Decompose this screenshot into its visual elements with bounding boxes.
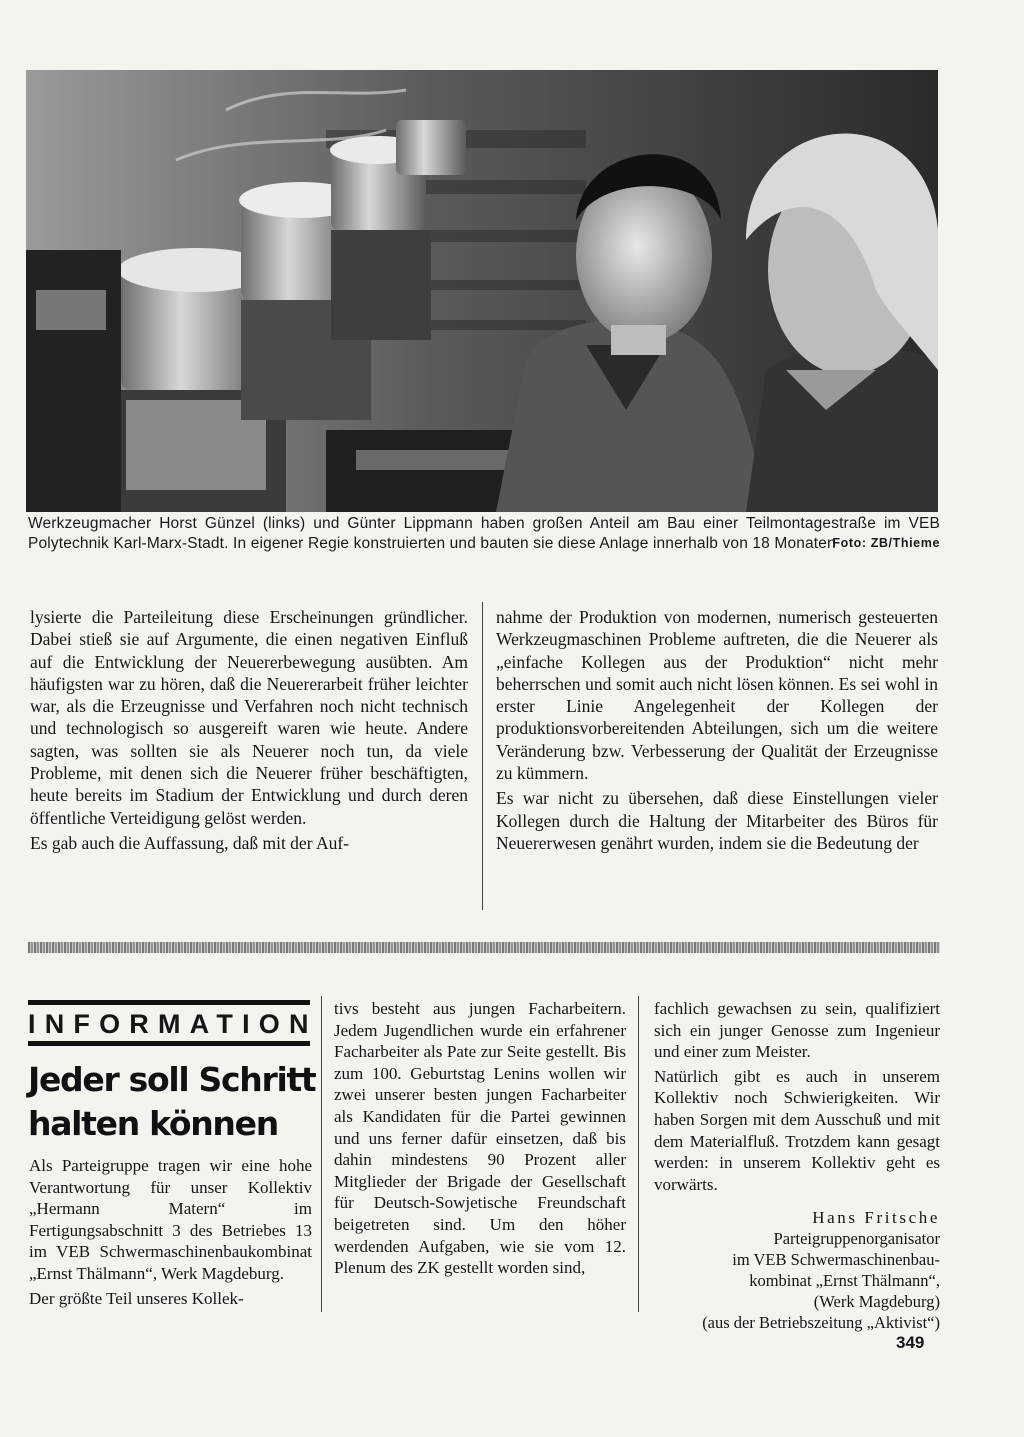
author-signature: [654, 1207, 940, 1333]
caption-text: Werkzeugmacher Horst Günzel (links) und Günter Lippmann haben großen Anteil am Bau einer Teilmontagestraße im VEB Polytechnik Karl-Marx-Stadt. In eigener Regie konstruierten und bauten sie diese Anlage innerhalb von 18 Monaten: [28, 515, 940, 552]
information-heading-block: [28, 1000, 318, 1046]
source-note: (aus der Betriebszeitung „Aktivist“): [702, 1313, 940, 1332]
photo-credit: Foto: ZB/Thieme: [832, 536, 940, 550]
author-role: Parteigruppenorganisator: [773, 1229, 940, 1248]
page-number: 349: [896, 1333, 925, 1352]
workers-photo-illustration: [26, 70, 938, 512]
paragraph: Als Parteigruppe tragen wir eine hohe Verantwortung für unser Kollektiv „Hermann Matern“ im Fertigungsabschnitt 3 des Betriebes 13 im VEB Schwermaschinenbaukombinat „Ernst Thälmann“, Werk Magdeburg.: [29, 1156, 312, 1283]
author-role: im VEB Schwermaschinenbau-: [732, 1250, 940, 1269]
column-divider: [321, 996, 322, 1312]
article-photo: [26, 70, 938, 512]
photo-caption: [28, 514, 940, 554]
paragraph: Es gab auch die Auffassung, daß mit der Auf-: [30, 832, 349, 853]
paragraph: tivs besteht aus jungen Facharbeitern. Jedem Jugendlichen wurde ein erfahrener Facharbeiter als Pate zur Seite gestellt. Bis zum 100. Geburtstag Lenins wollen wir zwei unserer besten jungen Facharbeiter als Kandidaten für die Partei gewinnen und uns ferner dafür einsetzen, daß bis dahin mindestens 90 Prozent aller Mitglieder der Brigade der Gesellschaft für Deutsch-Sowjetische Freundschaft beigetreten sind. Um den höher werdenden Aufgaben, wie sie vom 12. Plenum des ZK gestellt worden sind,: [334, 999, 626, 1278]
info-column-2: [334, 998, 626, 1279]
section-heading: INFORMATION: [28, 1009, 318, 1039]
article-column-1: [30, 606, 468, 854]
paragraph: fachlich gewachsen zu sein, qualifiziert sich ein junger Genosse zum Ingenieur und einer zum Meister.: [654, 999, 940, 1062]
paragraph: nahme der Produktion von modernen, numerisch gesteuerten Werkzeugmaschinen Probleme auftreten, die die Neuerer als „einfache Kollegen aus der Produktion“ nicht mehr beherrschen und somit auch nicht lösen können. Es sei wohl in erster Linie Angelegenheit der Kollegen der produktionsvorbereitenden Abteilungen, sich um die weitere Veränderung bzw. Verbesserung der Qualität der Erzeugnisse zu kümmern.: [496, 607, 938, 784]
paragraph: Natürlich gibt es auch in unserem Kollektiv noch Schwierigkeiten. Wir haben Sorgen mit dem Ausschuß und mit dem Materialfluß. Trotzdem kann gesagt werden: in unserem Kollektiv geht es vorwärts.: [654, 1066, 940, 1194]
paragraph: Der größte Teil unseres Kollek-: [29, 1288, 244, 1308]
paragraph: Es war nicht zu übersehen, daß diese Einstellungen vieler Kollegen durch die Haltung der Mitarbeiter des Büros für Neuererwesen genährt wurden, indem sie die Bedeutung der: [496, 788, 938, 853]
author-role: (Werk Magdeburg): [813, 1292, 940, 1311]
section-divider: [28, 942, 940, 953]
author-name: Hans Fritsche: [812, 1208, 940, 1227]
article-column-2: [496, 606, 938, 854]
info-column-3: [654, 998, 940, 1195]
info-column-1: [29, 1155, 312, 1309]
paragraph: lysierte die Parteileitung diese Erscheinungen gründlicher. Dabei stieß sie auf Argumente, die einen negativen Einfluß auf die Entwicklung der Neuererbewegung ausübten. Am häufigsten war zu hören, daß die Neuererarbeit früher leichter war, als die Erzeugnisse und Verfahren noch nicht technisch und technologisch so ausgereift waren wie heute. Andere sagten, was sollten sie als Neuerer noch tun, da viele Probleme, mit denen sich die Neuerer früher beschäftigten, heute bereits im Stadium der Entwicklung und durch deren öffentliche Verteidigung gelöst werden.: [30, 607, 468, 828]
article-headline: Jeder soll Schritt halten können: [28, 1060, 316, 1143]
column-divider: [482, 602, 483, 910]
author-role: kombinat „Ernst Thälmann“,: [749, 1271, 940, 1290]
column-divider: [638, 996, 639, 1312]
heading-rule-bottom: [28, 1041, 310, 1046]
